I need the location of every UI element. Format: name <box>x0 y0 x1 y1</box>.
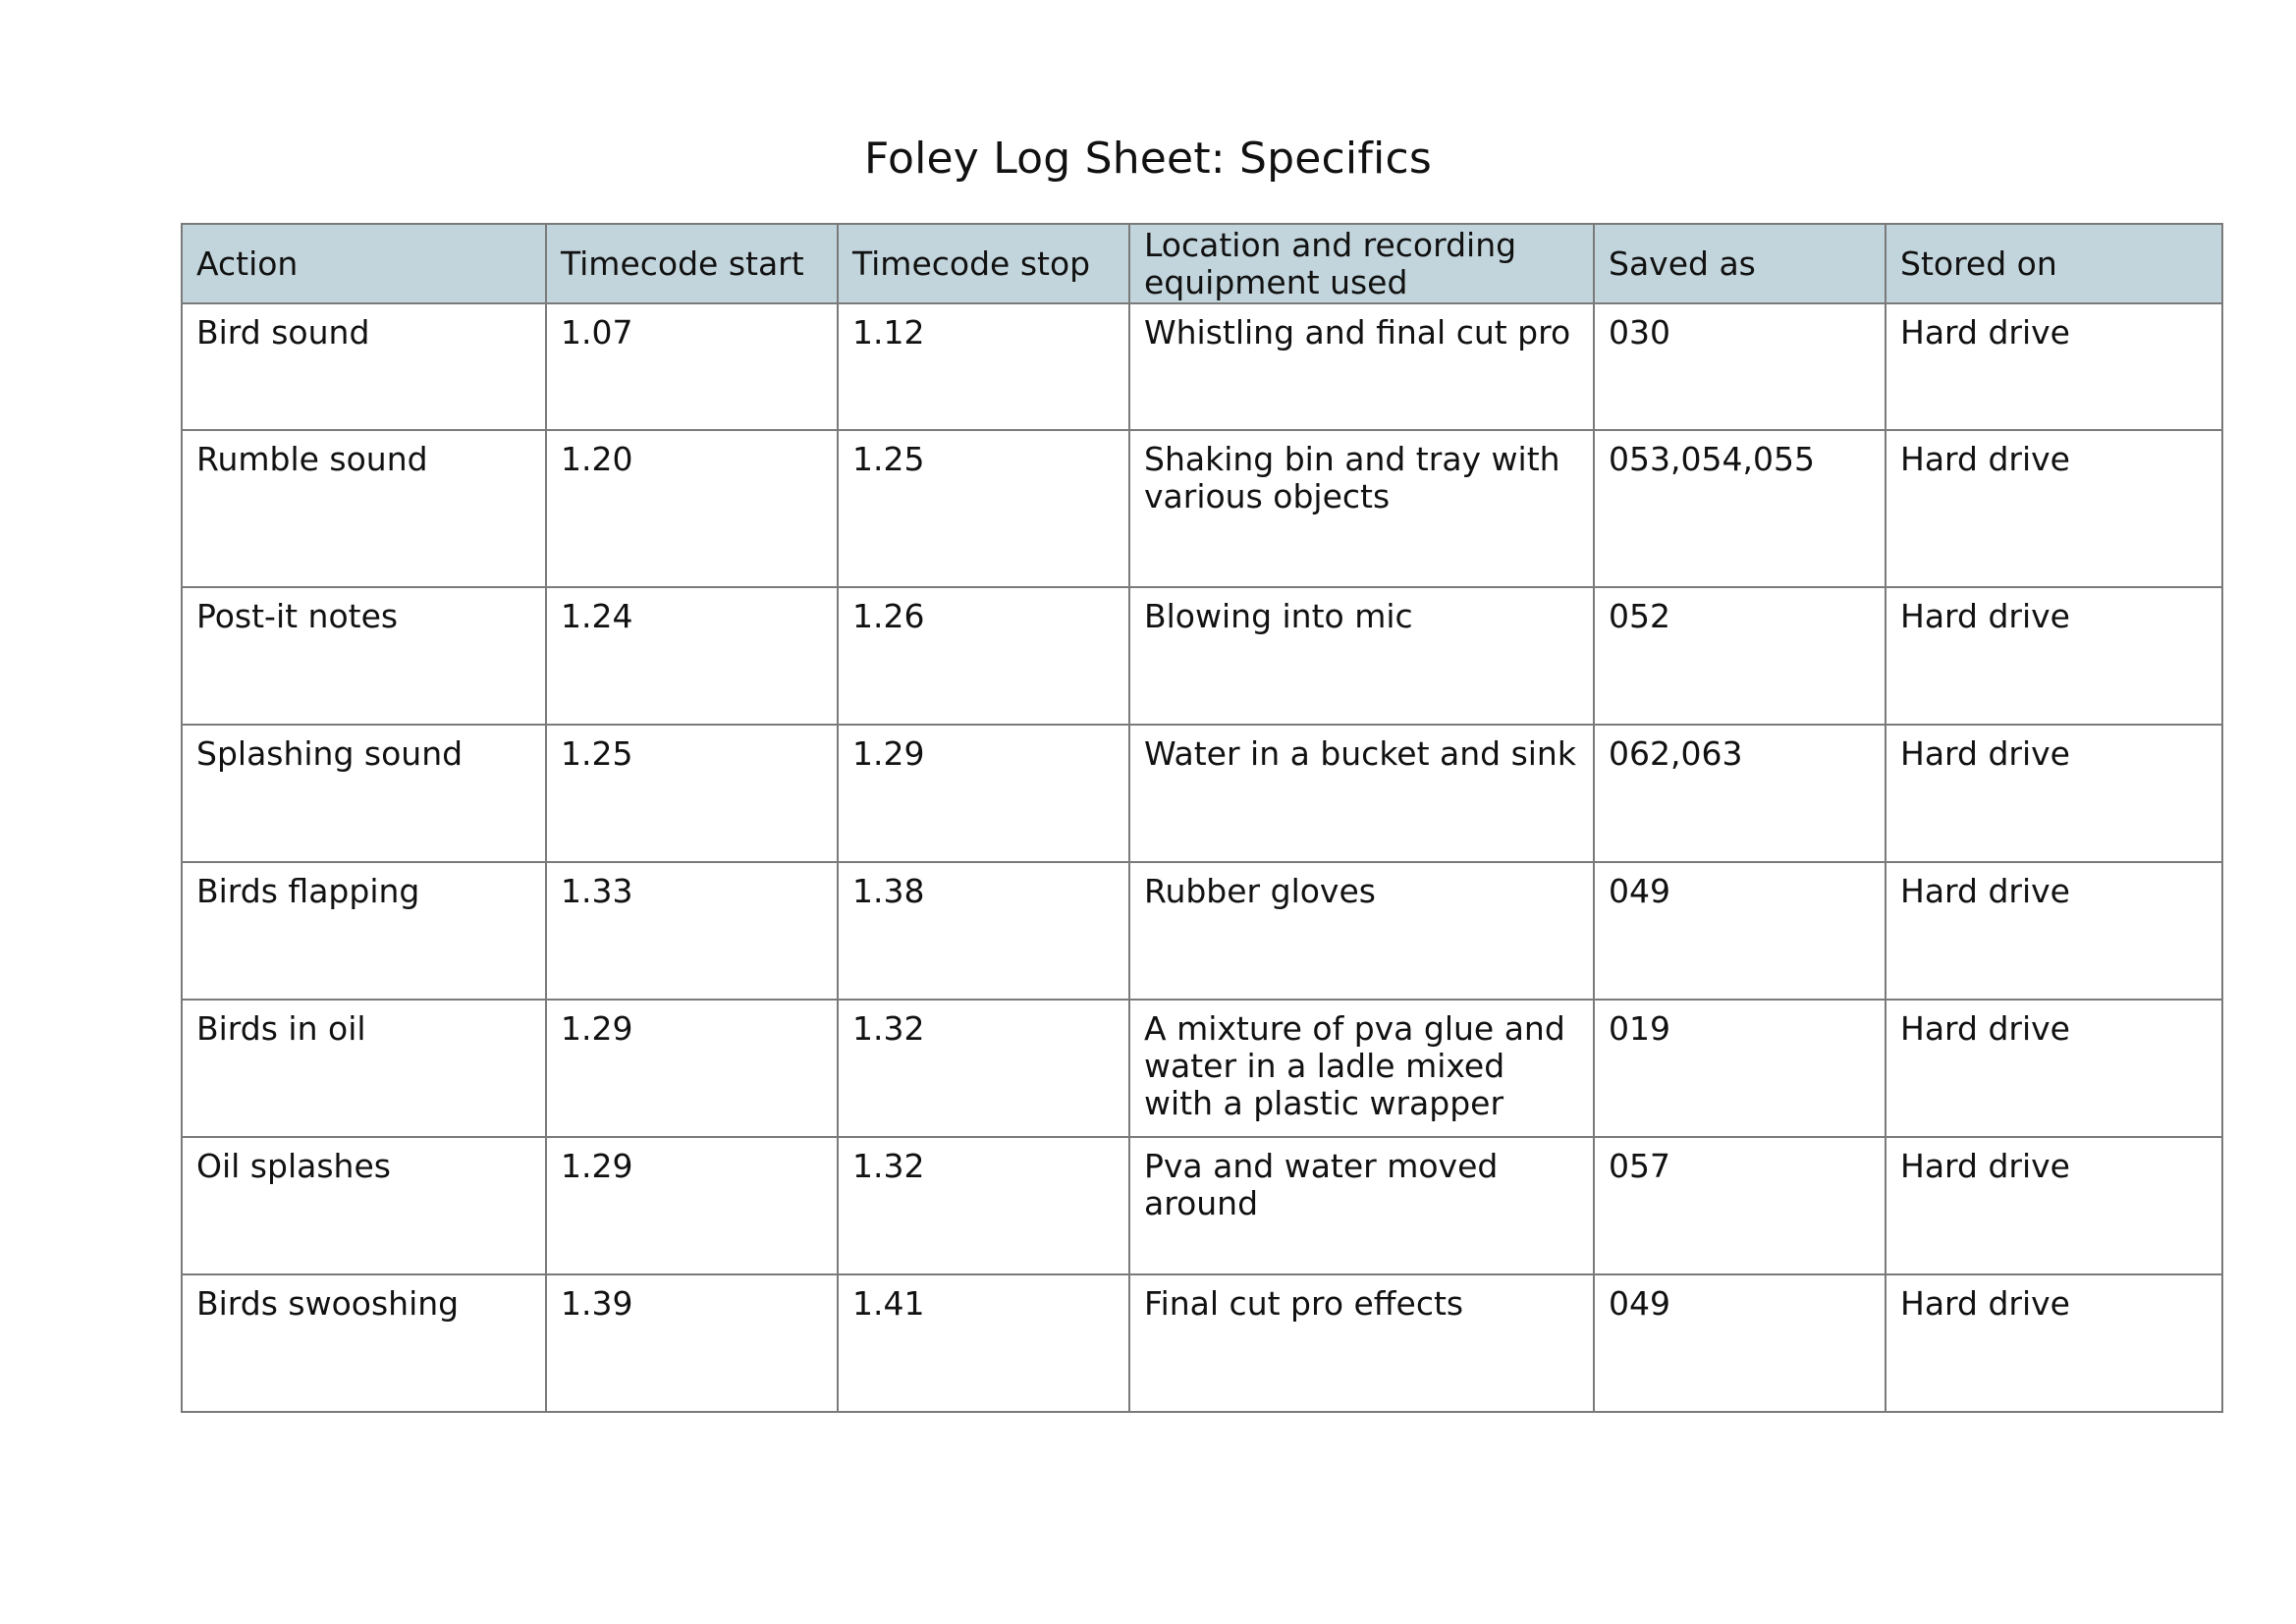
cell-location-equipment: Pva and water moved around <box>1129 1137 1594 1274</box>
header-stored-on: Stored on <box>1886 224 2222 303</box>
cell-timecode-stop: 1.32 <box>838 1000 1129 1137</box>
cell-timecode-stop: 1.29 <box>838 725 1129 862</box>
page-title: Foley Log Sheet: Specifics <box>864 134 1432 184</box>
cell-timecode-start: 1.29 <box>546 1137 838 1274</box>
cell-location-equipment: A mixture of pva glue and water in a ladle mixed with a plastic wrapper <box>1129 1000 1594 1137</box>
cell-action: Bird sound <box>182 303 546 430</box>
cell-stored-on: Hard drive <box>1886 1137 2222 1274</box>
cell-action: Post-it notes <box>182 587 546 725</box>
cell-location-equipment: Water in a bucket and sink <box>1129 725 1594 862</box>
cell-stored-on: Hard drive <box>1886 862 2222 1000</box>
table-row <box>182 1274 2222 1412</box>
cell-timecode-stop: 1.38 <box>838 862 1129 1000</box>
cell-location-equipment: Shaking bin and tray with various objects <box>1129 430 1594 587</box>
table-row <box>182 303 2222 430</box>
cell-stored-on: Hard drive <box>1886 1274 2222 1412</box>
cell-timecode-start: 1.20 <box>546 430 838 587</box>
table-row <box>182 725 2222 862</box>
cell-stored-on: Hard drive <box>1886 303 2222 430</box>
header-saved-as: Saved as <box>1594 224 1886 303</box>
cell-timecode-stop: 1.41 <box>838 1274 1129 1412</box>
table-row <box>182 430 2222 587</box>
cell-timecode-start: 1.33 <box>546 862 838 1000</box>
header-timecode-start: Timecode start <box>546 224 838 303</box>
header-timecode-stop: Timecode stop <box>838 224 1129 303</box>
cell-timecode-stop: 1.26 <box>838 587 1129 725</box>
foley-log-table <box>181 223 2223 1413</box>
table-row <box>182 587 2222 725</box>
cell-timecode-start: 1.39 <box>546 1274 838 1412</box>
table-row <box>182 862 2222 1000</box>
cell-action: Birds flapping <box>182 862 546 1000</box>
cell-action: Oil splashes <box>182 1137 546 1274</box>
cell-timecode-start: 1.07 <box>546 303 838 430</box>
cell-timecode-start: 1.25 <box>546 725 838 862</box>
cell-saved-as: 049 <box>1594 1274 1886 1412</box>
cell-saved-as: 030 <box>1594 303 1886 430</box>
cell-saved-as: 053,054,055 <box>1594 430 1886 587</box>
cell-timecode-stop: 1.12 <box>838 303 1129 430</box>
cell-saved-as: 049 <box>1594 862 1886 1000</box>
cell-timecode-start: 1.24 <box>546 587 838 725</box>
cell-action: Rumble sound <box>182 430 546 587</box>
cell-stored-on: Hard drive <box>1886 430 2222 587</box>
cell-stored-on: Hard drive <box>1886 1000 2222 1137</box>
cell-saved-as: 062,063 <box>1594 725 1886 862</box>
cell-saved-as: 019 <box>1594 1000 1886 1137</box>
cell-location-equipment: Final cut pro effects <box>1129 1274 1594 1412</box>
table-header-row <box>182 224 2222 303</box>
cell-location-equipment: Rubber gloves <box>1129 862 1594 1000</box>
cell-timecode-start: 1.29 <box>546 1000 838 1137</box>
cell-location-equipment: Whistling and final cut pro <box>1129 303 1594 430</box>
cell-action: Birds swooshing <box>182 1274 546 1412</box>
header-action: Action <box>182 224 546 303</box>
cell-action: Birds in oil <box>182 1000 546 1137</box>
cell-saved-as: 052 <box>1594 587 1886 725</box>
cell-stored-on: Hard drive <box>1886 587 2222 725</box>
cell-location-equipment: Blowing into mic <box>1129 587 1594 725</box>
cell-saved-as: 057 <box>1594 1137 1886 1274</box>
table-row <box>182 1137 2222 1274</box>
header-location-equipment: Location and recording equipment used <box>1129 224 1594 303</box>
cell-timecode-stop: 1.32 <box>838 1137 1129 1274</box>
cell-timecode-stop: 1.25 <box>838 430 1129 587</box>
table-row <box>182 1000 2222 1137</box>
cell-action: Splashing sound <box>182 725 546 862</box>
cell-stored-on: Hard drive <box>1886 725 2222 862</box>
